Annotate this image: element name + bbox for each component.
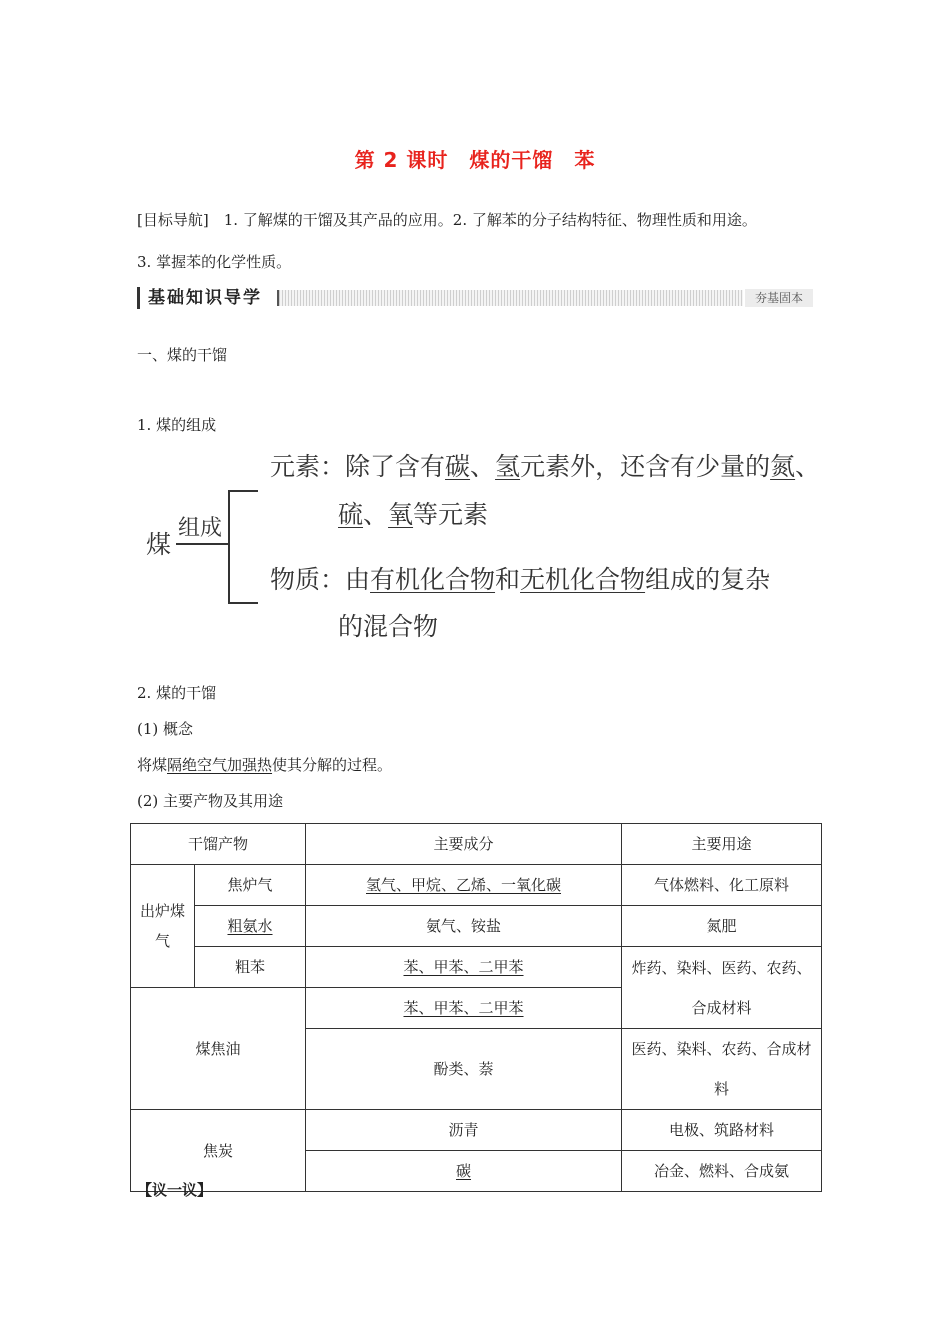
- table-row: [131, 865, 822, 906]
- component-cell: [306, 988, 622, 1029]
- elements-sulfur: 硫: [338, 500, 364, 529]
- diagram-elements-line2: [338, 500, 488, 530]
- matter-and: 和: [495, 565, 521, 594]
- product-cell: 焦炉气: [195, 865, 306, 906]
- product-cell: 煤焦油: [131, 988, 306, 1110]
- concept-suffix: 使其分解的过程。: [272, 756, 393, 774]
- diagram-brace-top: [228, 490, 258, 492]
- component-cell: [306, 947, 622, 988]
- use-cell: 炸药、染料、医药、农药、合成材料: [622, 947, 822, 1029]
- elements-oxygen: 氧: [388, 500, 414, 529]
- elements-mid: 元素外，还含有少量的: [520, 452, 771, 481]
- use-cell: 氮肥: [622, 906, 822, 947]
- gas-group-cell: 出炉煤气: [131, 865, 195, 988]
- matter-rest: 组成的复杂: [645, 565, 771, 594]
- products-heading: (2) 主要产物及其用途: [137, 792, 284, 810]
- component-cell: [306, 1151, 622, 1192]
- diagram-coal: 煤: [146, 530, 172, 559]
- table-row: [131, 906, 822, 947]
- matter-organic: 有机化合物: [370, 565, 496, 594]
- section-bar-stripe: [277, 290, 743, 306]
- diagram-brace: [228, 490, 230, 604]
- concept-heading: (1) 概念: [137, 720, 194, 738]
- heading-distillation: 2. 煤的干馏: [137, 684, 217, 702]
- concept-strong-heat: 加强热: [227, 756, 273, 774]
- product-text: 粗氨水: [227, 917, 273, 935]
- table-header: 主要用途: [622, 824, 822, 865]
- diagram-matter-line1: [270, 565, 770, 595]
- elements-end: 等元素: [413, 500, 489, 529]
- concept-isolate-air: 隔绝空气: [167, 756, 228, 774]
- table-header: 干馏产物: [131, 824, 306, 865]
- diagram-brace-bottom: [228, 602, 258, 604]
- table-header-row: [131, 824, 822, 865]
- elements-sep: 、: [795, 452, 821, 481]
- matter-inorganic: 无机化合物: [520, 565, 646, 594]
- diagram-branch-line: [176, 543, 230, 545]
- section-bar-tag: 夯基固本: [745, 289, 813, 307]
- component-text: 氢气、甲烷、乙烯、一氧化碳: [366, 876, 562, 894]
- elements-prefix: 元素：除了含有: [270, 452, 446, 481]
- table-row: [131, 947, 822, 988]
- concept-text: [137, 755, 392, 775]
- page-title: 第 2 课时 煤的干馏 苯: [354, 148, 596, 172]
- use-cell: 气体燃料、化工原料: [622, 865, 822, 906]
- table-header: 主要成分: [306, 824, 622, 865]
- product-cell: 焦炭: [131, 1110, 306, 1192]
- heading-coal-distillation: 一、煤的干馏: [137, 346, 228, 364]
- use-cell: 冶金、燃料、合成氨: [622, 1151, 822, 1192]
- objective-line-2: 3. 掌握苯的化学性质。: [137, 253, 292, 271]
- heading-coal-composition: 1. 煤的组成: [137, 416, 217, 434]
- use-cell: 医药、染料、农药、合成材料: [622, 1029, 822, 1110]
- use-cell: 电极、筑路材料: [622, 1110, 822, 1151]
- concept-prefix: 将煤: [137, 756, 168, 774]
- discussion-heading: 【议一议】: [137, 1181, 213, 1199]
- component-cell: 沥青: [306, 1110, 622, 1151]
- section-bar-label: 基础知识导学: [137, 287, 262, 309]
- component-text: 碳: [456, 1162, 472, 1180]
- products-table: [130, 823, 822, 1192]
- section-bar: [137, 287, 813, 309]
- diagram-matter-line2: 的混合物: [338, 612, 439, 641]
- component-cell: [306, 865, 622, 906]
- matter-prefix: 物质：由: [270, 565, 371, 594]
- elements-hydrogen: 氢: [495, 452, 521, 481]
- component-cell: 酚类、萘: [306, 1029, 622, 1110]
- component-cell: 氨气、铵盐: [306, 906, 622, 947]
- objective-line-1: [目标导航] 1. 了解煤的干馏及其产品的应用。2. 了解苯的分子结构特征、物理性质和用途。: [137, 211, 757, 229]
- elements-sep: 、: [470, 452, 496, 481]
- diagram-composition: 组成: [178, 516, 223, 541]
- product-cell: [195, 906, 306, 947]
- component-text: 苯、甲苯、二甲苯: [403, 999, 524, 1017]
- product-cell: 粗苯: [195, 947, 306, 988]
- diagram-elements-line1: [270, 452, 820, 482]
- elements-nitrogen: 氮: [770, 452, 796, 481]
- component-text: 苯、甲苯、二甲苯: [403, 958, 524, 976]
- table-row: [131, 1110, 822, 1151]
- elements-sep: 、: [363, 500, 389, 529]
- elements-carbon: 碳: [445, 452, 471, 481]
